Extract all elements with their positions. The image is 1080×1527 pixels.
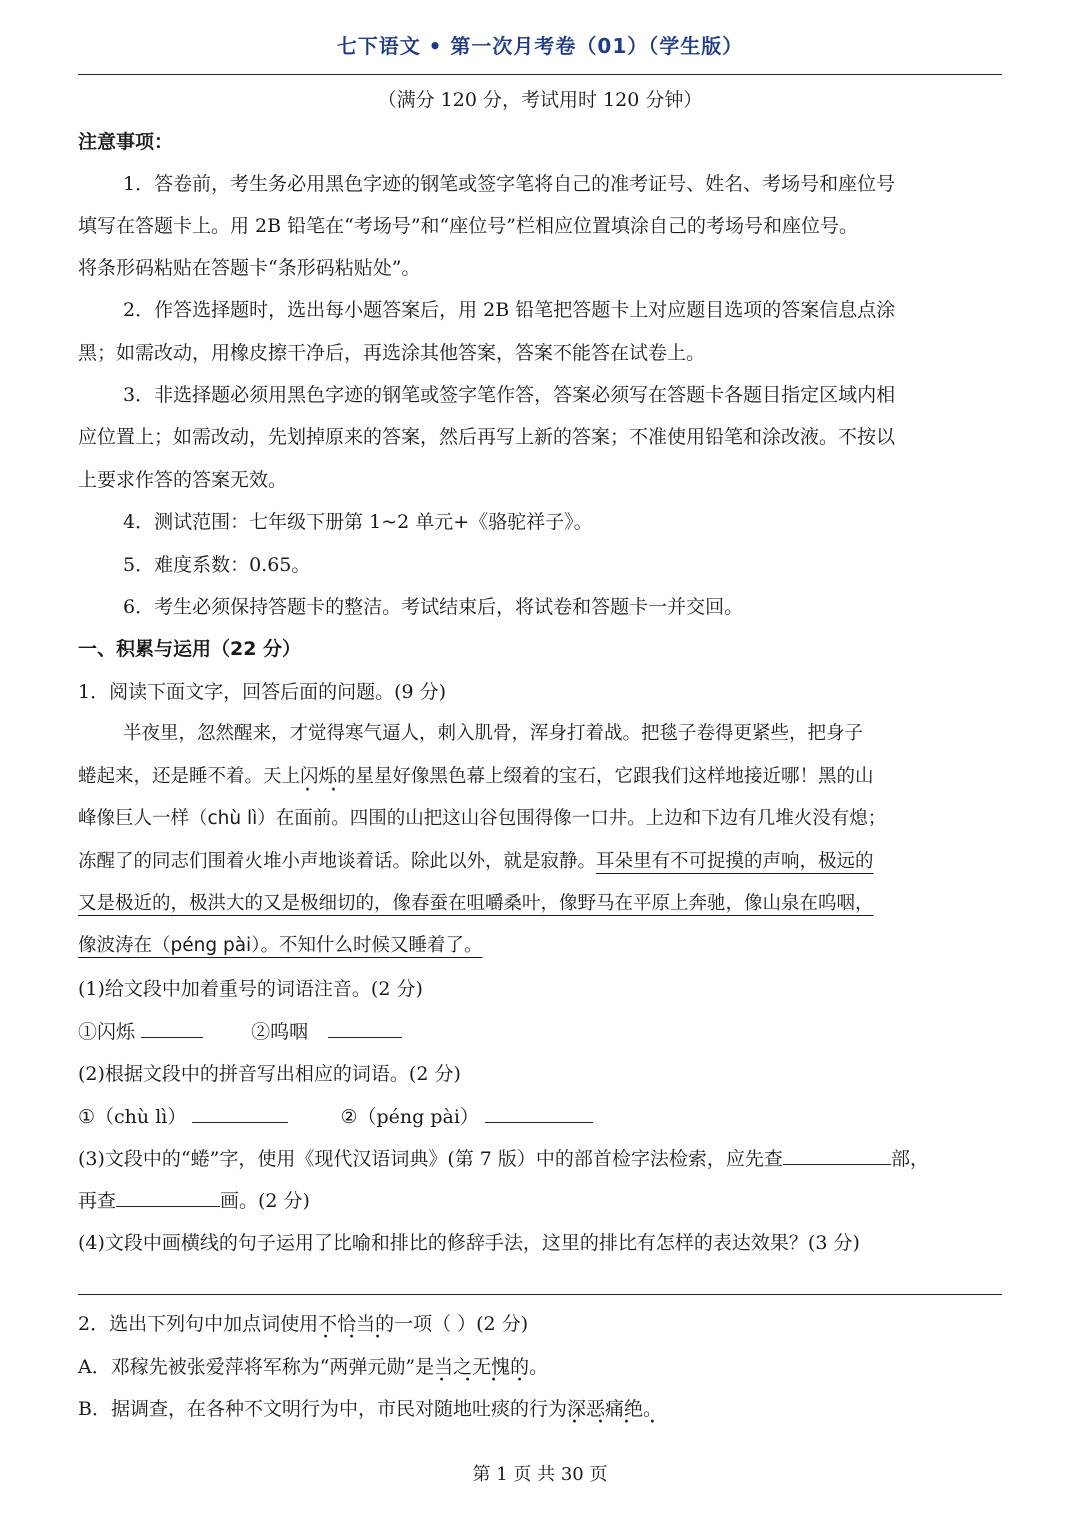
notice-heading: 注意事项：	[78, 131, 174, 153]
subquestion-1-answers	[78, 1019, 1002, 1044]
question-text: 2．选出下列句中加点词使用	[78, 1313, 319, 1335]
option-text: 的。	[510, 1356, 549, 1378]
option-b[interactable]	[78, 1397, 1002, 1421]
section-heading: 一、积累与运用（22 分）	[78, 638, 302, 660]
option-text: B．据调查，在各种不文明行为中，市民对随地吐痰的行为	[78, 1398, 567, 1420]
notice-line: 3．非选择题必须用黑色字迹的钢笔或签字笔作答，答案必须写在答题卡各题目指定区域内相	[123, 384, 896, 406]
underlined-sentence: 耳朵里有不可捉摸的声响，极远的	[596, 851, 874, 872]
notice-line: 2．作答选择题时，选出每小题答案后，用 2B 铅笔把答题卡上对应题目选项的答案信息点涂	[123, 299, 896, 321]
question-text: 画。(2 分)	[220, 1190, 310, 1212]
page-number: 第 1 页 共 30 页	[472, 1464, 608, 1485]
notice-line: 4．测试范围：七年级下册第 1~2 单元+《骆驼祥子》。	[123, 511, 593, 533]
passage-text: 的星星好像黑色幕上缀着的宝石，它跟我们这样地接近哪！黑的山	[337, 766, 874, 787]
notice-line: 填写在答题卡上。用 2B 铅笔在“考场号”和“座位号”栏相应位置填涂自己的考场号和座位号。	[78, 215, 858, 237]
notice-line: 将条形码粘贴在答题卡“条形码粘贴处”。	[78, 257, 421, 279]
answer-label: ②呜咽	[251, 1021, 309, 1043]
answer-blank[interactable]	[141, 1019, 203, 1038]
passage-line	[78, 892, 1002, 916]
header-rule	[78, 74, 1002, 75]
notice-line: 1．答卷前，考生务必用黑色字迹的钢笔或签字笔将自己的准考证号、姓名、考场号和座位号	[123, 173, 896, 195]
question-text: 部，	[890, 1148, 929, 1170]
subquestion-1: (1)给文段中加着重号的词语注音。(2 分)	[78, 978, 423, 1000]
answer-blank[interactable]	[192, 1104, 288, 1123]
answer-label: ②（péng pài）	[340, 1106, 479, 1128]
emphasized-word: 深恶痛绝 · ·	[567, 1397, 643, 1421]
passage-line	[78, 934, 1002, 958]
passage-line	[78, 765, 1002, 789]
emphasized-word: 不恰当 · · ·	[318, 1312, 375, 1336]
passage-line: 峰像巨人一样（chù lì）在面前。四围的山把这山谷包围得像一口井。上边和下边有几堆火没有熄；	[78, 808, 887, 829]
answer-blank[interactable]	[783, 1146, 891, 1165]
option-a[interactable]	[78, 1355, 1002, 1379]
passage-text: 蜷起来，还是睡不着。天上	[78, 766, 301, 787]
question-2-prompt	[78, 1312, 1002, 1336]
notice-line: 6．考生必须保持答题卡的整洁。考试结束后，将试卷和答题卡一并交回。	[123, 596, 744, 618]
question-text: (3)文段中的“蜷”字，使用《现代汉语词典》(第 7 版）中的部首检字法检索，应先查	[78, 1148, 783, 1170]
document-title: 七下语文 • 第一次月考卷（01）（学生版）	[336, 34, 744, 58]
answer-label: ①闪烁	[78, 1021, 136, 1043]
subquestion-3	[78, 1146, 1002, 1171]
answer-label: ①（chù lì）	[78, 1106, 187, 1128]
emphasized-word: 当之无愧 · ·	[434, 1355, 510, 1379]
subquestion-2-answers	[78, 1104, 1002, 1129]
option-text: 。	[642, 1398, 662, 1420]
notice-line: 5．难度系数：0.65。	[123, 554, 311, 576]
notice-line: 黑；如需改动，用橡皮擦干净后，再选涂其他答案，答案不能答在试卷上。	[78, 342, 706, 364]
question-text: 再查	[78, 1190, 117, 1212]
notice-line: 应位置上；如需改动，先划掉原来的答案，然后再写上新的答案；不准使用铅笔和涂改液。不按以	[78, 426, 896, 448]
subquestion-2: (2)根据文段中的拼音写出相应的词语。(2 分)	[78, 1063, 461, 1085]
answer-blank[interactable]	[116, 1188, 220, 1207]
question-1-prompt: 1．阅读下面文字，回答后面的问题。(9 分)	[78, 681, 447, 703]
option-text: A．邓稼先被张爱萍将军称为“两弹元勋”是	[78, 1356, 435, 1378]
notice-line: 上要求作答的答案无效。	[78, 469, 288, 491]
answer-line[interactable]	[78, 1294, 1002, 1295]
answer-blank[interactable]	[328, 1019, 402, 1038]
subquestion-4: (4)文段中画横线的句子运用了比喻和排比的修辞手法，这里的排比有怎样的表达效果？(3 分)	[78, 1232, 860, 1254]
underlined-sentence: 像波涛在（péng pài）。不知什么时候又睡着了。	[78, 935, 483, 956]
subquestion-3-cont	[78, 1188, 1002, 1213]
answer-blank[interactable]	[485, 1104, 593, 1123]
passage-line: 半夜里，忽然醒来，才觉得寒气逼人，刺入肌骨，浑身打着战。把毯子卷得更紧些，把身子	[123, 723, 864, 744]
underlined-sentence: 又是极近的，极洪大的又是极细切的，像春蚕在咀嚼桑叶，像野马在平原上奔驰，像山泉在呜咽，	[78, 893, 874, 914]
question-text: 的一项（ ）(2 分)	[375, 1313, 529, 1335]
score-time-info: （满分 120 分，考试用时 120 分钟）	[377, 89, 703, 111]
emphasized-word: 闪烁 · ·	[300, 765, 337, 789]
passage-line	[78, 850, 1002, 874]
passage-text: 冻醒了的同志们围着火堆小声地谈着话。除此以外，就是寂静。	[78, 851, 597, 872]
